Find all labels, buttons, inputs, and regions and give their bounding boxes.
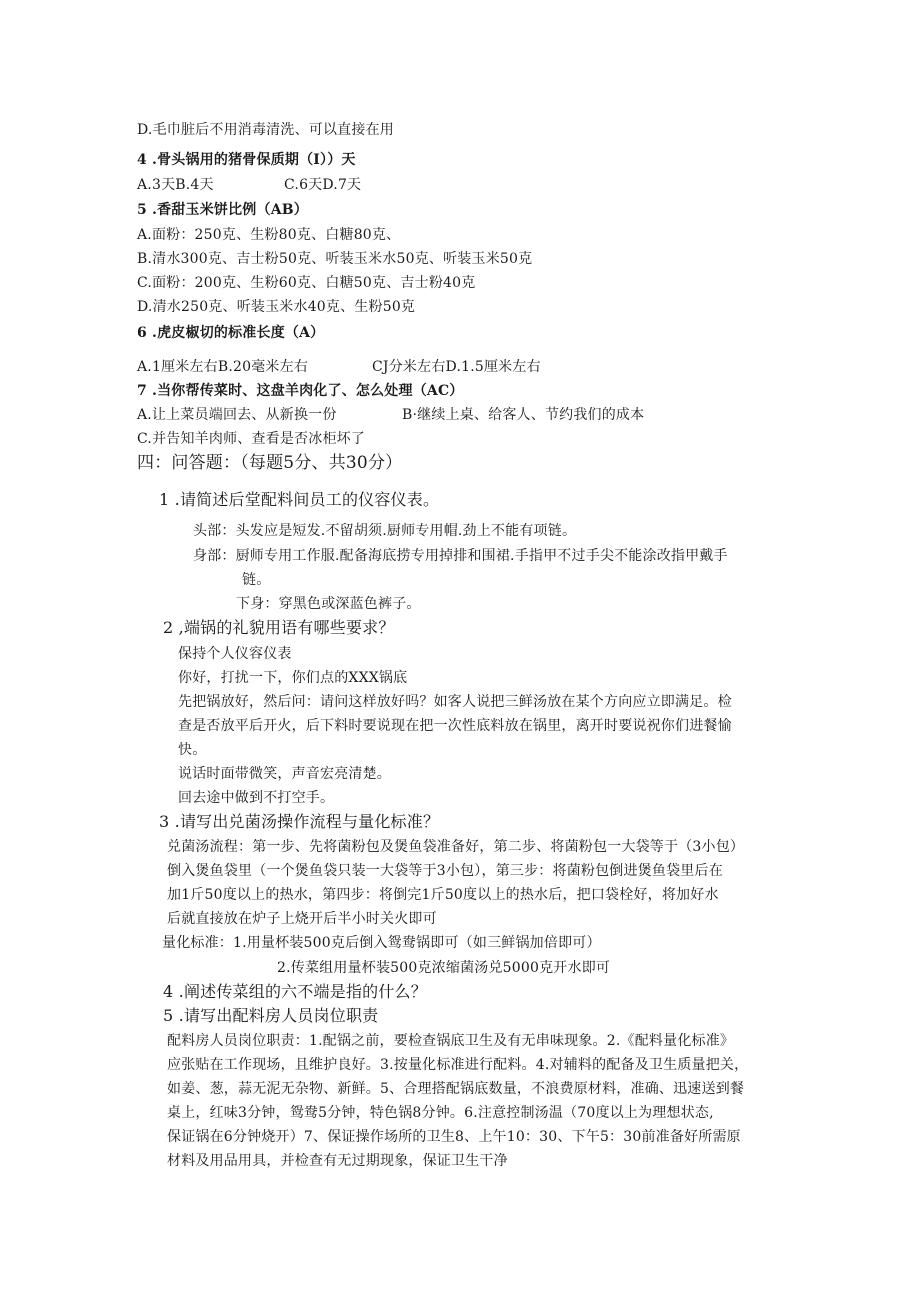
section4-q1-body-line1: 身部：厨师专用工作服.配备海底捞专用掉排和围裙.手指甲不过手尖不能涂改指甲戴手 [193,548,728,564]
section4-q3-line4: 后就直接放在炉子上烧开后半小时关火即可 [167,911,437,927]
mc-q4-options-cd: C.6天D.7天 [284,177,362,193]
section4-q2-line1: 保持个人仪容仪表 [178,646,292,662]
section4-q5-title: 5 .请写出配料房人员岗位职责 [163,1006,379,1025]
section4-q3-line3: 加1斤50度以上的热水，第四步：将倒完1斤50度以上的热水后，把口袋栓好，将加好水 [167,887,719,903]
mc-q5-option-a: A.面粉：250克、生粉80克、白糖80克、 [137,227,401,243]
mc-q4-stem: 4 .骨头锅用的猪骨保质期（I））天 [137,152,356,168]
mc-q6-options-ab: A.1厘米左右B.20毫米左右 [137,359,309,375]
section4-q5-line1: 配料房人员岗位职责：1.配锅之前，要检查锅底卫生及有无串味现象。2.《配料量化标准》 [167,1033,735,1049]
mc-q4-options-ab: A.3天B.4天 [137,177,214,193]
section4-q2-line7: 回去途中做到不打空手。 [178,790,335,806]
section4-q2-line2: 你好，打扰一下，你们点的XXX锅底 [178,670,408,686]
section4-q3-line6: 2.传菜组用量杯装500克浓缩菌汤兑5000克开水即可 [277,960,611,976]
mc-q5-stem: 5 .香甜玉米饼比例（AB） [137,202,308,218]
section4-q2-line6: 说话时面带微笑，声音宏亮清楚。 [178,766,391,782]
section4-q5-line4: 桌上，红味3分钟，鸳鸯5分钟，特色锅8分钟。6.注意控制汤温（70度以上为理想状态, [167,1105,714,1121]
mc-prev-option-d: D.毛巾脏后不用消毒清洗、可以直接在用 [137,122,394,138]
section4-q5-line6: 材料及用品用具，并检查有无过期现象，保证卫生干净 [167,1153,508,1169]
mc-q6-options-cd: CJ分米左右D.1.5厘米左右 [372,359,541,375]
mc-q5-option-c: C.面粉：200克、生粉60克、白糖50克、吉士粉40克 [137,275,476,291]
section4-q1-head: 头部：头发应是短发.不留胡须.厨师专用帽.劲上不能有项链。 [193,523,577,539]
mc-q7-option-b: B·继续上桌、给客人、节约我们的成本 [402,407,645,423]
section4-q1-body-line2: 链。 [242,572,271,588]
section4-q3-line1: 兑菌汤流程：第一步、先将菌粉包及煲鱼袋准备好，第二步、将菌粉包一大袋等于（3小包） [167,839,745,855]
mc-q7-stem: 7 .当你帮传菜时、这盘羊肉化了、怎么处理（AC） [137,383,464,399]
section4-q2-line3: 先把锅放好，然后问：请问这样放好吗？如客人说把三鲜汤放在某个方向应立即满足。检 [178,694,732,710]
mc-q7-option-a: A.让上菜员端回去、从新换一份 [137,407,337,423]
section4-q2-line5: 快。 [178,742,207,758]
mc-q6-stem: 6 .虎皮椒切的标准长度（A） [137,325,325,341]
section4-q5-line2: 应张贴在工作现场，且维护良好。3.按量化标准进行配料。4.对辅料的配备及卫生质量把关， [167,1057,749,1073]
section4-q5-line3: 如姜、葱，蒜无泥无杂物、新鲜。5、合理搭配锅底数量，不浪费原材料，准确、迅速送到餐 [167,1081,745,1097]
section4-q1-title: 1 .请简述后堂配料间员工的仪容仪表。 [159,490,440,509]
mc-q5-option-d: D.清水250克、听装玉米水40克、生粉50克 [137,299,416,315]
section4-q4-title: 4 .阐述传菜组的六不端是指的什么？ [163,982,427,1001]
mc-q5-option-b: B.清水300克、吉士粉50克、听装玉米水50克、听装玉米50克 [137,251,533,267]
section4-q3-line5: 量化标准：1.用量杯装500克后倒入鸳鸯锅即可（如三鲜锅加倍即可） [162,935,601,951]
section4-q5-line5: 保证锅在6分钟烧开）7、保证操作场所的卫生8、上午10：30、下午5：30前准备好所需原 [167,1129,741,1145]
section4-q3-title: 3 .请写出兑菌汤操作流程与量化标准？ [159,812,440,831]
section4-q2-title: 2 ,端锅的礼貌用语有哪些要求？ [163,618,395,637]
section4-q2-line4: 查是否放平后开火，后下料时要说现在把一次性底料放在锅里，离开时要说祝你们进餐愉 [178,718,732,734]
section4-q3-line2: 倒入煲鱼袋里（一个煲鱼袋只装一大袋等于3小包），第三步：将菌粉包倒进煲鱼袋里后在 [167,863,723,879]
mc-q7-option-c: C.并告知羊肉师、查看是否冰柜坏了 [137,431,366,447]
section4-title: 四：问答题：（每题5分、共30分） [137,453,403,473]
section4-q1-lower: 下身：穿黑色或深蓝色裤子。 [236,596,421,612]
